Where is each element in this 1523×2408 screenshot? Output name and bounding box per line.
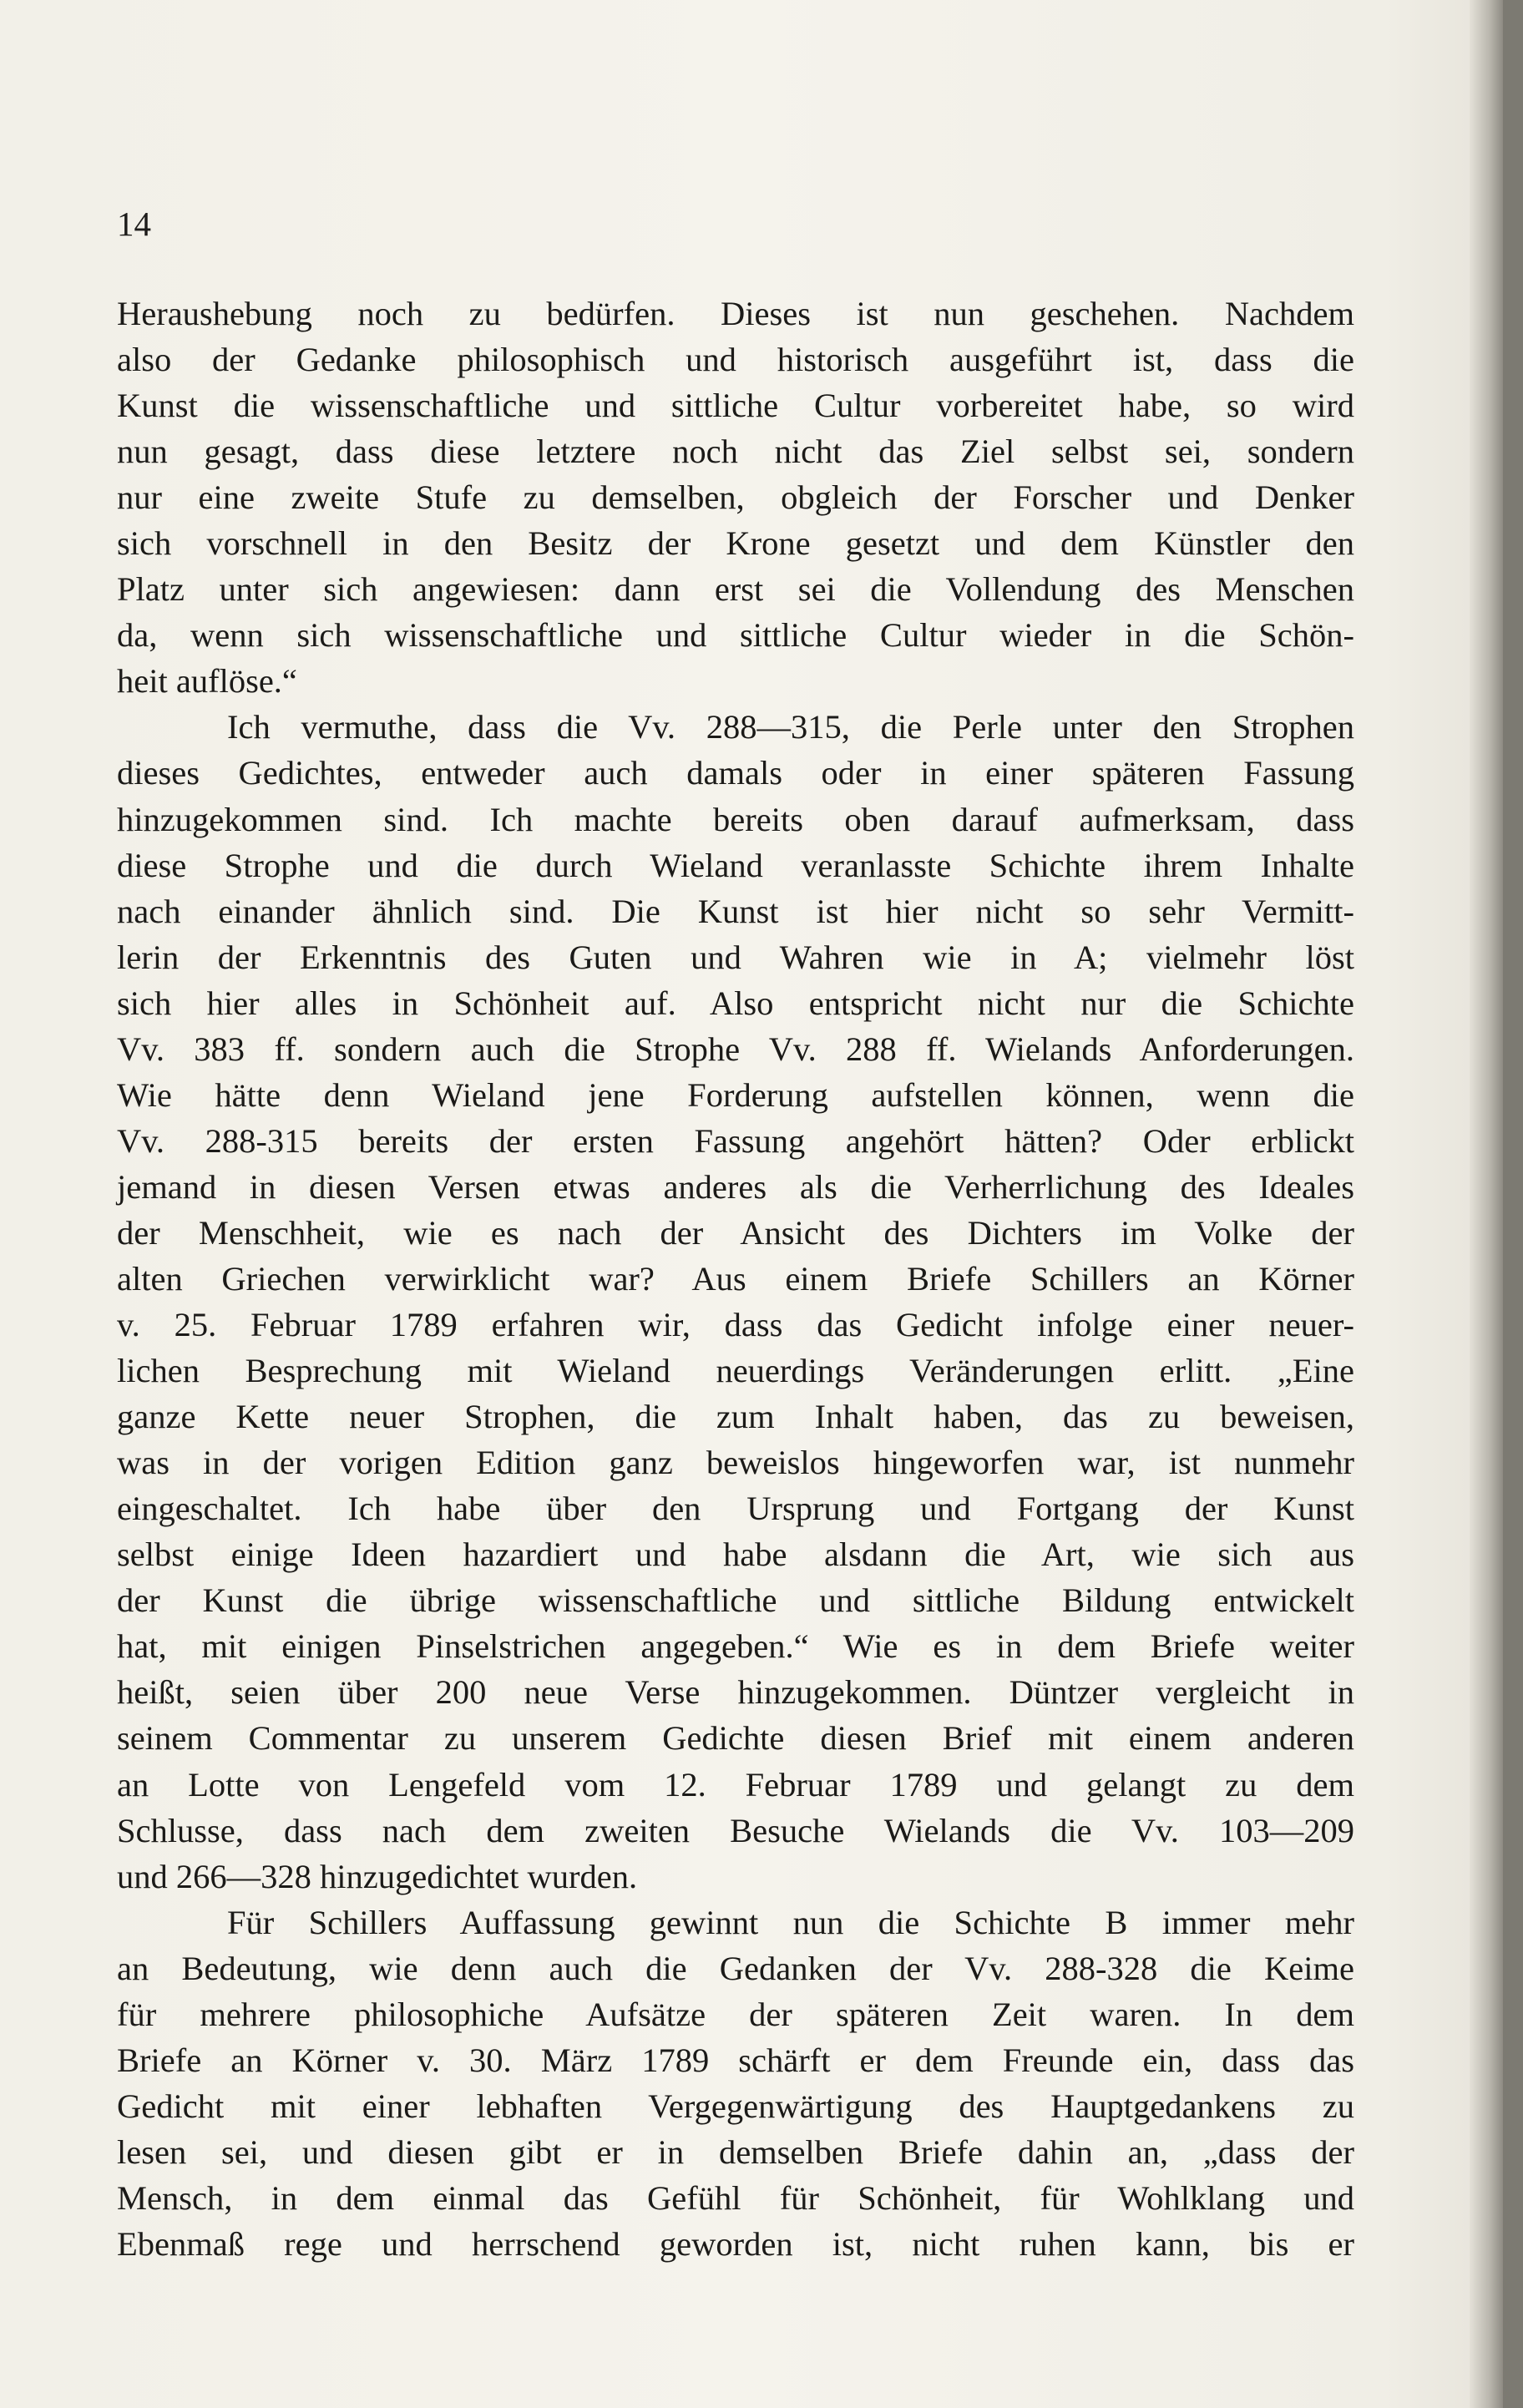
text-line: lerin der Erkenntnis des Guten und Wahren wie in A; vielmehr löst bbox=[117, 938, 1354, 976]
text-line: Mensch, in dem einmal das Gefühl für Schönheit, für Wohlklang und bbox=[117, 2178, 1354, 2217]
text-line: hat, mit einigen Pinselstrichen angegeben.“ Wie es in dem Briefe weiter bbox=[117, 1627, 1354, 1666]
text-line: Für Schillers Auffassung gewinnt nun die Schichte B immer mehr bbox=[227, 1903, 1354, 1941]
text-line: Kunst die wissenschaftliche und sittliche Cultur vorbereitet habe, so wird bbox=[117, 387, 1354, 425]
text-line: jemand in diesen Versen etwas anderes als die Verherrlichung des Ideales bbox=[117, 1167, 1354, 1206]
text-line: Wie hätte denn Wieland jene Forderung aufstellen können, wenn die bbox=[117, 1075, 1354, 1114]
text-line: da, wenn sich wissenschaftliche und sittliche Cultur wieder in die Schön- bbox=[117, 616, 1354, 655]
text-line: Schlusse, dass nach dem zweiten Besuche Wielands die Vv. 103—209 bbox=[117, 1811, 1354, 1849]
text-line: dieses Gedichtes, entweder auch damals oder in einer späteren Fassung bbox=[117, 754, 1354, 792]
text-line: hinzugekommen sind. Ich machte bereits oben darauf aufmerksam, dass bbox=[117, 800, 1354, 838]
body-text bbox=[117, 291, 1354, 2267]
text-line: also der Gedanke philosophisch und historisch ausgeführt ist, dass die bbox=[117, 341, 1354, 379]
text-line: v. 25. Februar 1789 erfahren wir, dass das Gedicht infolge einer neuer- bbox=[117, 1306, 1354, 1344]
page-edge-shadow bbox=[1470, 0, 1503, 2408]
text-line: nun gesagt, dass diese letztere noch nicht das Ziel selbst sei, sondern bbox=[117, 433, 1354, 471]
text-line: ganze Kette neuer Strophen, die zum Inhalt haben, das zu beweisen, bbox=[117, 1398, 1354, 1436]
text-line: an Lotte von Lengefeld vom 12. Februar 1789 und gelangt zu dem bbox=[117, 1765, 1354, 1803]
text-line: für mehrere philosophiche Aufsätze der späteren Zeit waren. In dem bbox=[117, 1995, 1354, 2033]
text-line: Vv. 288-315 bereits der ersten Fassung angehört hätten? Oder erblickt bbox=[117, 1121, 1354, 1160]
text-line: heit auflöse.“ bbox=[117, 662, 297, 701]
text-line: seinem Commentar zu unserem Gedichte diesen Brief mit einem anderen bbox=[117, 1719, 1354, 1758]
text-line: Vv. 383 ff. sondern auch die Strophe Vv. 288 ff. Wielands Anforderungen. bbox=[117, 1029, 1354, 1068]
text-line: sich hier alles in Schönheit auf. Also entspricht nicht nur die Schichte bbox=[117, 984, 1354, 1022]
text-line: Ebenmaß rege und herrschend geworden ist, nicht ruhen kann, bis er bbox=[117, 2224, 1354, 2263]
text-line: der Kunst die übrige wissenschaftliche und sittliche Bildung entwickelt bbox=[117, 1581, 1354, 1620]
text-line: Gedicht mit einer lebhaften Vergegenwärtigung des Hauptgedankens zu bbox=[117, 2087, 1354, 2125]
text-line: alten Griechen verwirklicht war? Aus einem Briefe Schillers an Körner bbox=[117, 1259, 1354, 1298]
text-line: lesen sei, und diesen gibt er in demselben Briefe dahin an, „dass der bbox=[117, 2132, 1354, 2171]
text-line: an Bedeutung, wie denn auch die Gedanken der Vv. 288-328 die Keime bbox=[117, 1949, 1354, 1987]
text-line: sich vorschnell in den Besitz der Krone gesetzt und dem Künstler den bbox=[117, 524, 1354, 563]
text-line: diese Strophe und die durch Wieland veranlasste Schichte ihrem Inhalte bbox=[117, 846, 1354, 884]
text-line: eingeschaltet. Ich habe über den Ursprung und Fortgang der Kunst bbox=[117, 1490, 1354, 1528]
text-line: Platz unter sich angewiesen: dann erst sei die Vollendung des Menschen bbox=[117, 570, 1354, 609]
text-line: selbst einige Ideen hazardiert und habe alsdann die Art, wie sich aus bbox=[117, 1535, 1354, 1574]
text-line: Briefe an Körner v. 30. März 1789 schärft er dem Freunde ein, dass das bbox=[117, 2041, 1354, 2079]
page-number: 14 bbox=[117, 205, 151, 243]
text-line: der Menschheit, wie es nach der Ansicht des Dichters im Volke der bbox=[117, 1213, 1354, 1252]
text-line: nach einander ähnlich sind. Die Kunst ist hier nicht so sehr Vermitt- bbox=[117, 892, 1354, 930]
text-line: nur eine zweite Stufe zu demselben, obgleich der Forscher und Denker bbox=[117, 478, 1354, 517]
text-line: Ich vermuthe, dass die Vv. 288—315, die Perle unter den Strophen bbox=[227, 708, 1354, 746]
text-line: und 266—328 hinzugedichtet wurden. bbox=[117, 1857, 638, 1895]
text-line: was in der vorigen Edition ganz beweislos hingeworfen war, ist nunmehr bbox=[117, 1444, 1354, 1482]
text-line: Heraushebung noch zu bedürfen. Dieses ist nun geschehen. Nachdem bbox=[117, 295, 1354, 332]
text-line: lichen Besprechung mit Wieland neuerdings Veränderungen erlitt. „Eine bbox=[117, 1352, 1354, 1390]
text-line: heißt, seien über 200 neue Verse hinzugekommen. Düntzer vergleicht in bbox=[117, 1673, 1354, 1712]
